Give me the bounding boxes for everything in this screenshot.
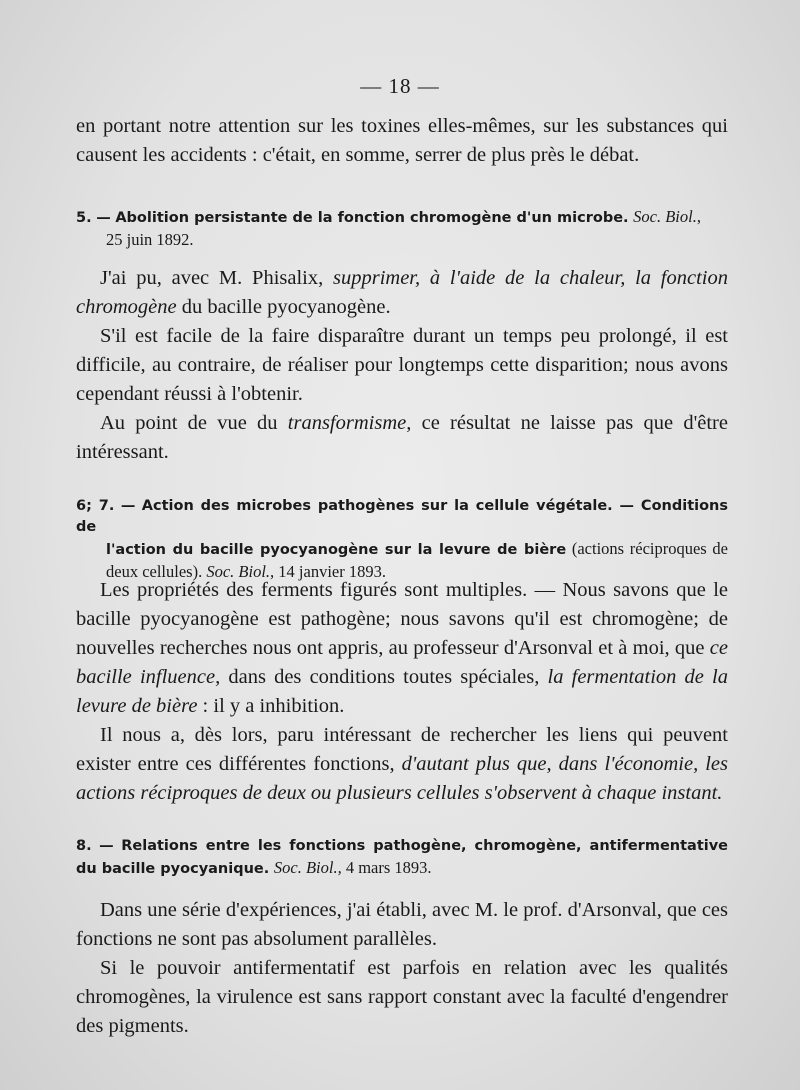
section-6-7-dash: — [120, 498, 136, 514]
section-8-heading [76, 836, 728, 880]
section-6-7 [76, 496, 728, 584]
section-6-7-p1-tail: : il y a inhibition. [197, 695, 345, 717]
section-8-title: Relations entre les fonctions pathogène, chromogène, antifermentative du bacille pyocyanique. [76, 838, 729, 877]
section-5-body [76, 264, 728, 467]
section-6-7-ref-date: 14 janvier 1893. [278, 562, 386, 581]
section-6-7-heading [76, 496, 728, 584]
section-5-p1-tail: du bacille pyocyanogène. [176, 296, 391, 318]
section-5 [76, 206, 728, 252]
section-5-p3-text: Au point de vue du [100, 412, 288, 434]
section-6-7-p1-mid: dans des conditions toutes spéciales, [220, 666, 548, 688]
section-6-7-ref-journal: Soc. Biol., [206, 562, 275, 581]
section-5-heading: 5. — Abolition persistante de la fonction chromogène d'un microbe. Soc. Biol., 25 juin 1892. [76, 207, 701, 249]
section-6-7-paragraph-2 [76, 721, 728, 808]
section-5-number: 5. [76, 210, 92, 226]
section-8-ref-date: 4 mars 1893. [345, 858, 432, 877]
section-8-ref-journal: Soc. Biol., [273, 858, 342, 877]
intro-paragraph: en portant notre attention sur les toxines elles-mêmes, sur les substances qui causent les accidents : c'était, en somme, serrer de plus près le débat. [76, 115, 728, 166]
section-6-7-number: 6; 7. [76, 498, 115, 514]
section-5-p1-text: J'ai pu, avec M. Phisalix, [100, 267, 333, 289]
section-6-7-paragraph-1 [76, 576, 728, 721]
section-5-p1-emphasis: supprimer, à l'aide de la chaleur, la fonction chromogène [76, 267, 728, 318]
section-8-number: 8. [76, 838, 92, 854]
section-6-7-rest: (actions réciproques de deux cellules). [106, 539, 728, 581]
section-6-7-p1-text: Les propriétés des ferments figurés sont multiples. — Nous savons que le bacille pyocyanogène est pathogène; nous savons qu'il est chromogène; de nouvelles recherches nous ont appris, au professeur d'Arsonval et à moi, que [76, 579, 728, 659]
section-8 [76, 836, 728, 880]
section-5-title: Abolition persistante de la fonction chromogène d'un microbe. [115, 210, 629, 226]
section-5-paragraph-2: S'il est facile de la faire disparaître durant un temps peu prolongé, il est difficile, au contraire, de réaliser pour longtemps cette disparition; nous avons cependant réussi à l'obtenir. [76, 325, 728, 405]
section-5-p3-tail: ce résultat ne laisse pas que d'être intéressant. [76, 412, 728, 463]
section-8-paragraph-2: Si le pouvoir antifermentatif est parfois en relation avec les qualités chromogènes, la virulence est sans rapport constant avec la faculté d'engendrer des pigments. [76, 957, 728, 1037]
intro-paragraph-block [76, 112, 728, 170]
section-8-paragraph-1: Dans une série d'expériences, j'ai établi, avec M. le prof. d'Arsonval, que ces fonctions ne sont pas absolument parallèles. [76, 899, 728, 950]
section-5-ref-date: 25 juin 1892. [106, 230, 194, 249]
section-8-dash: — [99, 838, 114, 854]
page-number: — 18 — [360, 74, 440, 98]
section-5-ref-journal: Soc. Biol. [633, 207, 697, 226]
section-5-paragraph-1 [76, 264, 728, 322]
section-6-7-p2-text: Il nous a, dès lors, paru intéressant de rechercher les liens qui peuvent exister entre ces différentes fonctions, [76, 724, 728, 775]
section-6-7-p1-emphasis-2: la fermentation de la levure de bière [76, 666, 728, 717]
section-8-body [76, 896, 728, 1041]
section-5-p3-emphasis: transformisme, [287, 412, 412, 434]
section-6-7-body [76, 576, 728, 808]
section-5-dash: — [96, 210, 111, 226]
section-6-7-title-line2: l'action du bacille pyocyanogène sur la levure de bière [106, 542, 567, 558]
section-6-7-p1-emphasis-1: ce bacille influence, [76, 637, 728, 688]
section-6-7-p2-emphasis: d'autant plus que, dans l'économie, les actions réciproques de deux ou plusieurs cellules s'observent à chaque instant. [76, 753, 728, 804]
section-5-paragraph-3 [76, 409, 728, 467]
section-6-7-title-line1: Action des microbes pathogènes sur la cellule végétale. — Conditions de [76, 498, 729, 535]
